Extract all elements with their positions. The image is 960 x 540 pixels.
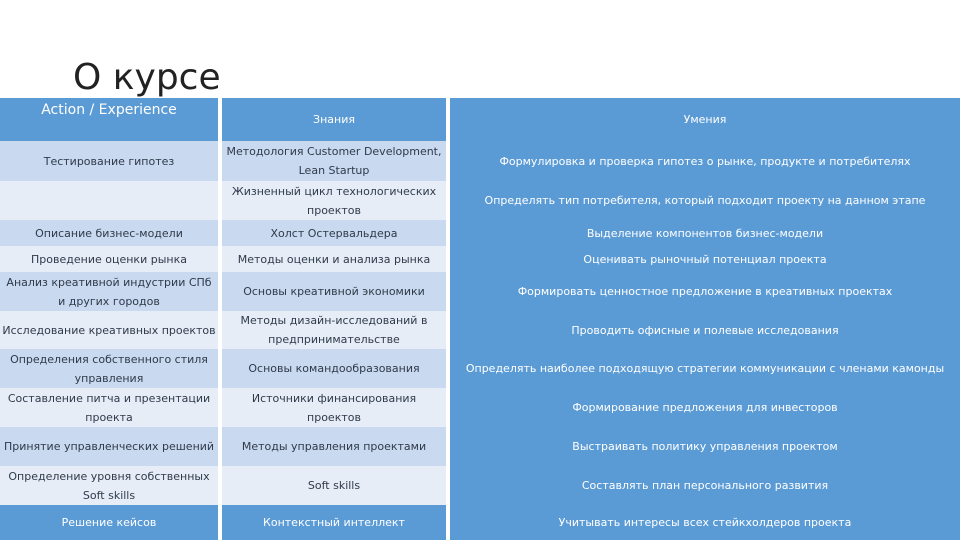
- cell-skill: Формулировка и проверка гипотез о рынке, продукте и потребителях: [448, 141, 960, 181]
- table-row: [0, 220, 960, 246]
- cell-knowledge: Холст Остервальдера: [220, 220, 448, 246]
- table-row: [0, 388, 960, 427]
- cell-knowledge: Контекстный интеллект: [220, 505, 448, 540]
- cell-action: Составление питча и презентации проекта: [0, 388, 220, 427]
- cell-knowledge: Soft skills: [220, 466, 448, 505]
- cell-knowledge: Методология Customer Development, Lean Startup: [220, 141, 448, 181]
- cell-knowledge: Жизненный цикл технологических проектов: [220, 181, 448, 220]
- header-action: Action / Experience: [0, 98, 220, 141]
- cell-action: Принятие управленческих решений: [0, 427, 220, 466]
- cell-skill: Составлять план персонального развития: [448, 466, 960, 505]
- cell-skill: Определять наиболее подходящую стратегии коммуникации с членами камонды: [448, 349, 960, 388]
- cell-knowledge: Источники финансирования проектов: [220, 388, 448, 427]
- table-row: [0, 349, 960, 388]
- course-table: [0, 98, 960, 540]
- table-row: [0, 141, 960, 181]
- cell-action: Описание бизнес-модели: [0, 220, 220, 246]
- table-row: [0, 427, 960, 466]
- cell-action: Решение кейсов: [0, 505, 220, 540]
- cell-action: Проведение оценки рынка: [0, 246, 220, 272]
- cell-knowledge: Методы оценки и анализа рынка: [220, 246, 448, 272]
- cell-action: Анализ креативной индустрии СПб и других городов: [0, 272, 220, 311]
- table-row: [0, 466, 960, 505]
- cell-skill: Определять тип потребителя, который подходит проекту на данном этапе: [448, 181, 960, 220]
- cell-skill: Учитывать интересы всех стейкхолдеров проекта: [448, 505, 960, 540]
- cell-action: Определение уровня собственных Soft skills: [0, 466, 220, 505]
- cell-action: [0, 181, 220, 220]
- cell-skill: Формировать ценностное предложение в креативных проектах: [448, 272, 960, 311]
- cell-knowledge: Основы креативной экономики: [220, 272, 448, 311]
- table-row: [0, 505, 960, 540]
- table-row: [0, 272, 960, 311]
- cell-knowledge: Методы дизайн-исследований в предпринимательстве: [220, 311, 448, 349]
- table-row: [0, 246, 960, 272]
- cell-skill: Оценивать рыночный потенциал проекта: [448, 246, 960, 272]
- cell-skill: Выделение компонентов бизнес-модели: [448, 220, 960, 246]
- header-skills: Умения: [448, 98, 960, 141]
- cell-skill: Проводить офисные и полевые исследования: [448, 311, 960, 349]
- slide-title: О курсе: [73, 57, 221, 98]
- table-header-row: [0, 98, 960, 141]
- table-row: [0, 311, 960, 349]
- header-knowledge: Знания: [220, 98, 448, 141]
- cell-action: Тестирование гипотез: [0, 141, 220, 181]
- cell-action: Определения собственного стиля управления: [0, 349, 220, 388]
- table-row: [0, 181, 960, 220]
- cell-knowledge: Методы управления проектами: [220, 427, 448, 466]
- cell-action: Исследование креативных проектов: [0, 311, 220, 349]
- cell-knowledge: Основы командообразования: [220, 349, 448, 388]
- cell-skill: Формирование предложения для инвесторов: [448, 388, 960, 427]
- cell-skill: Выстраивать политику управления проектом: [448, 427, 960, 466]
